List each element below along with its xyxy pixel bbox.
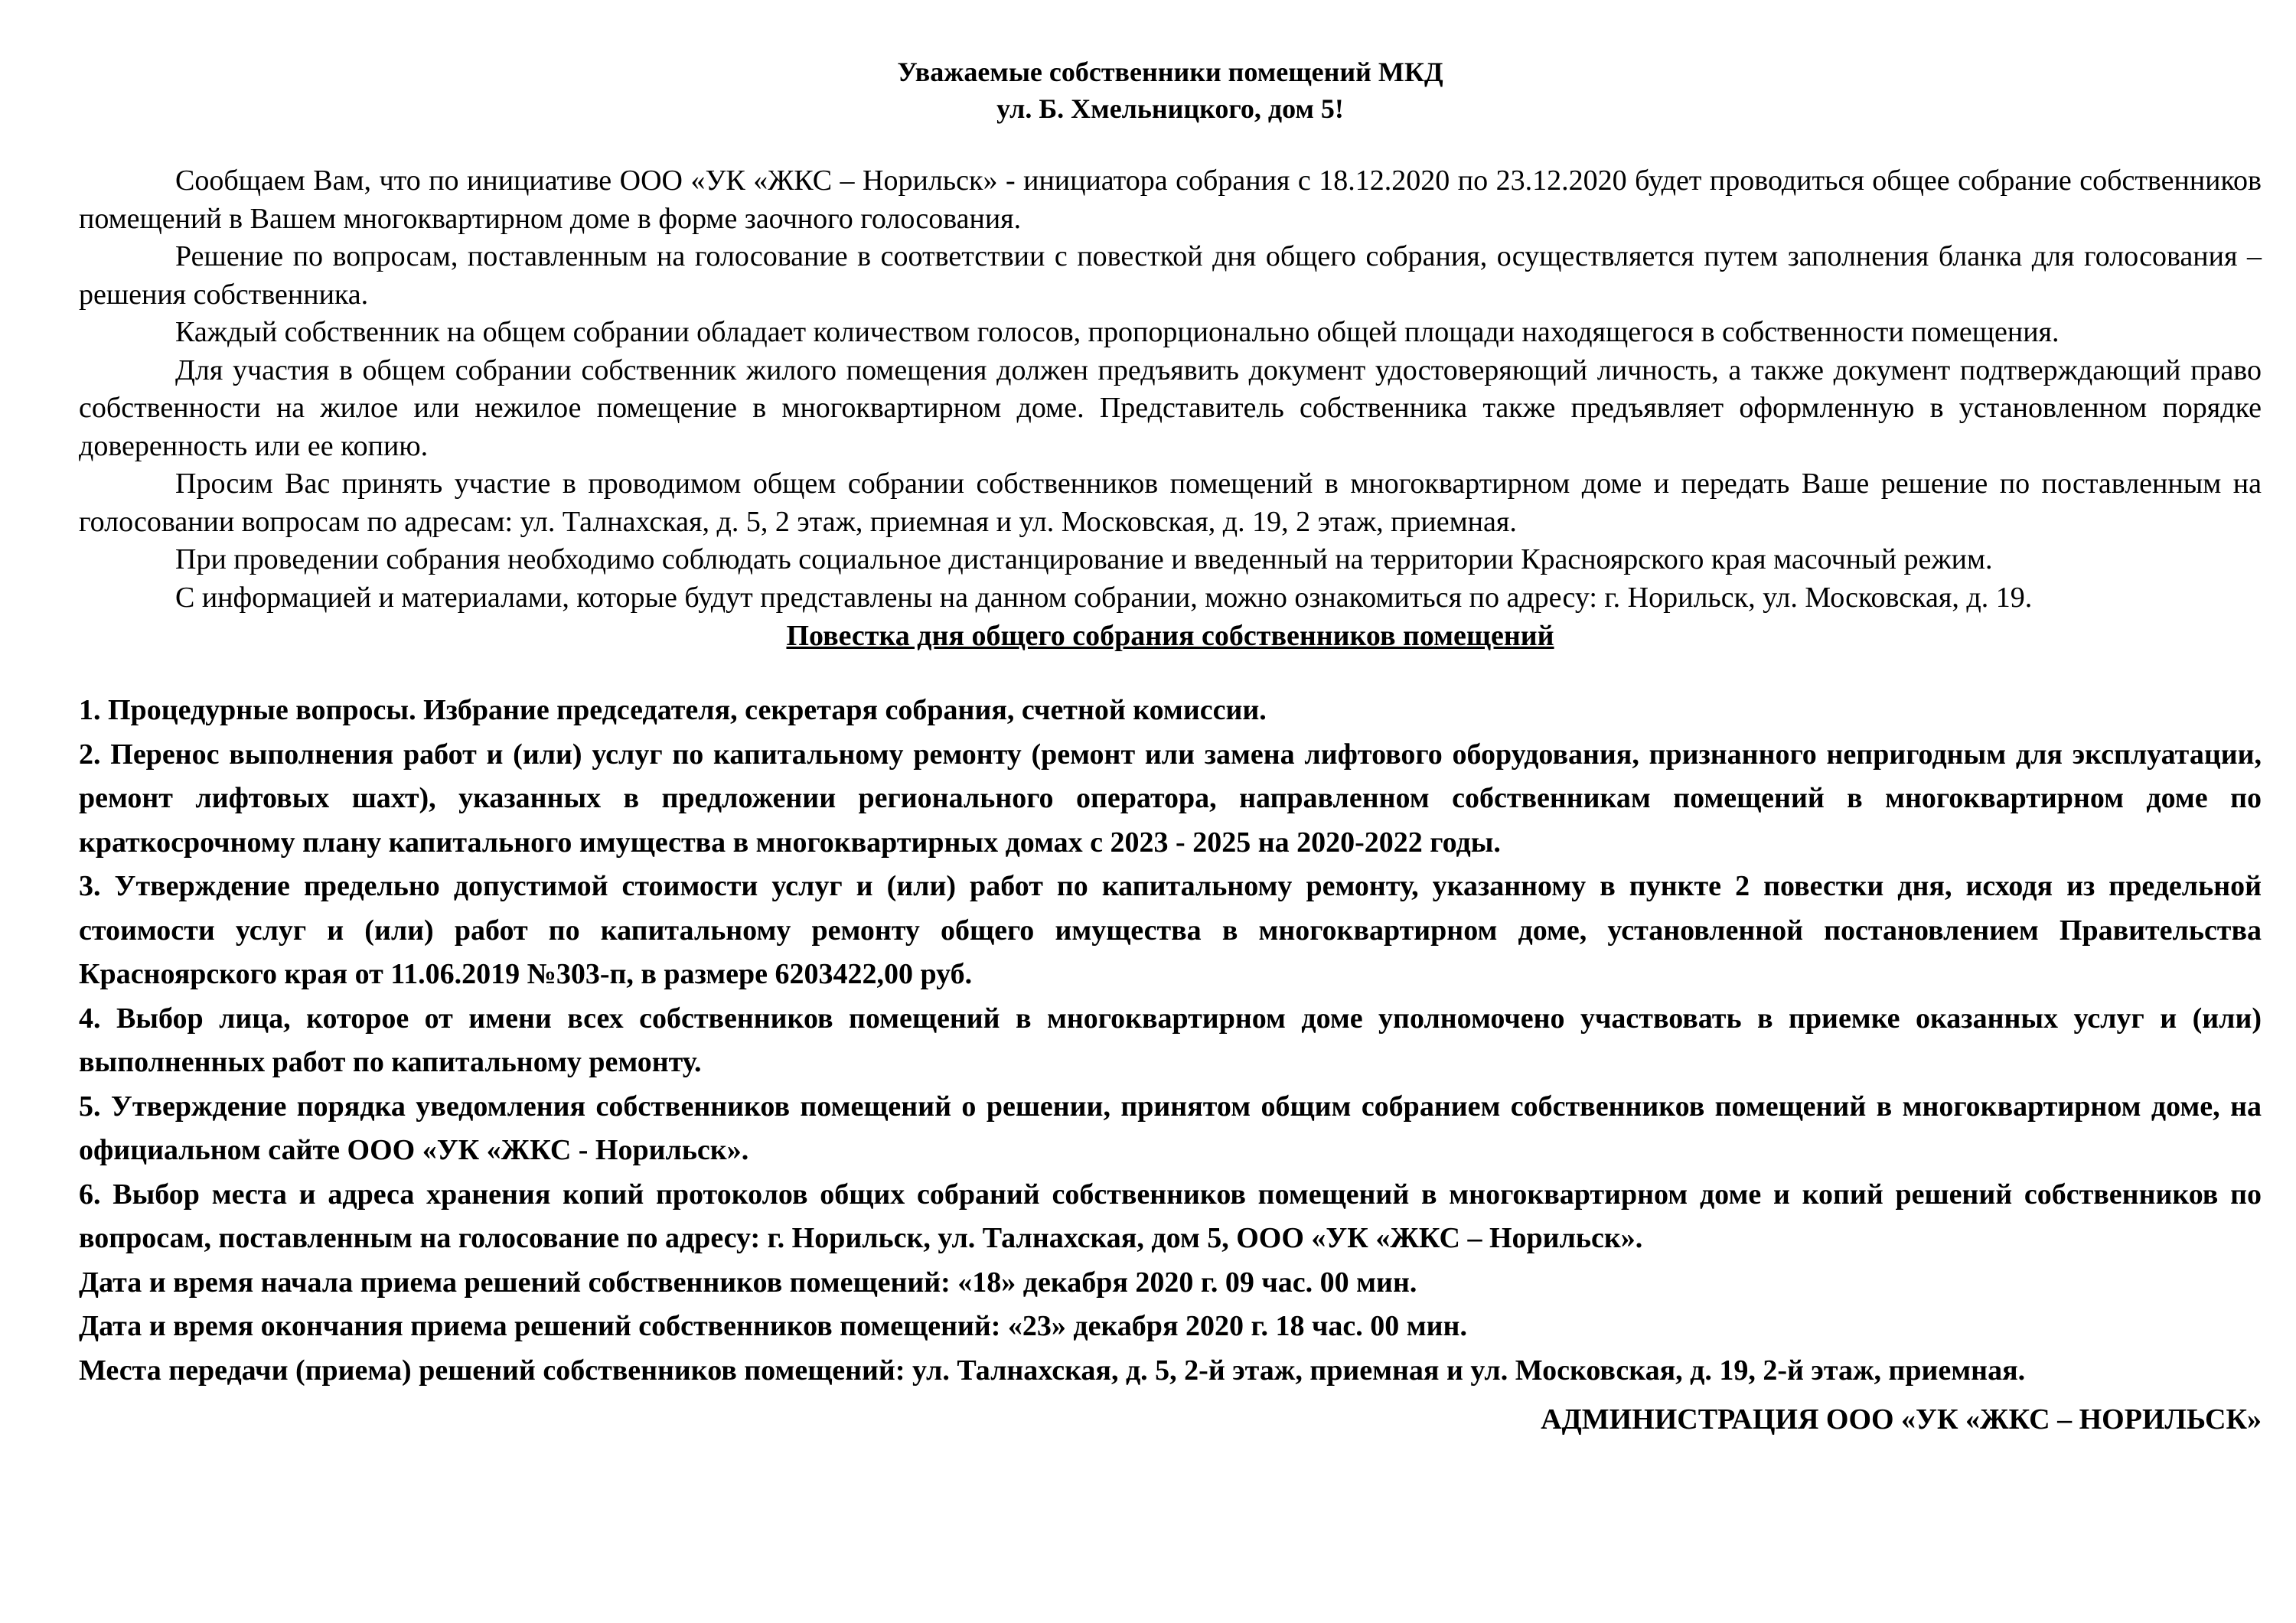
notice-title-line-2: ул. Б. Хмельницкого, дом 5! (996, 93, 1344, 124)
agenda-item: 5. Утверждение порядка уведомления собственников помещений о решении, принятом общим собранием собственников помещений в многоквартирном доме, на официальном сайте ООО «УК «ЖКС - Норильск». (79, 1090, 2262, 1166)
notice-header (79, 54, 2262, 127)
intro-paragraph: Сообщаем Вам, что по инициативе ООО «УК «ЖКС – Норильск» - инициатора собрания с 18.12.2020 по 23.12.2020 будет проводиться общее собрание собственников помещений в Вашем многоквартирном доме в форме заочного голосования. (79, 165, 2262, 235)
agenda-list (79, 689, 2262, 1393)
notice-document (79, 54, 2262, 1439)
submission-places-line: Места передачи (приема) решений собственников помещений: ул. Талнахская, д. 5, 2-й этаж, приемная и ул. Московская, д. 19, 2-й этаж, приемная. (79, 1354, 2026, 1387)
intro-paragraph: Для участия в общем собрании собственник жилого помещения должен предъявить документ удостоверяющий личность, а также документ подтверждающий право собственности на жилое или нежилое помещение в многоквартирном доме. Представитель собственника также предъявляет оформленную в установленном порядке доверенность или ее копию. (79, 354, 2262, 462)
signature: АДМИНИСТРАЦИЯ ООО «УК «ЖКС – НОРИЛЬСК» (1541, 1403, 2262, 1436)
agenda-title: Повестка дня общего собрания собственников помещений (786, 620, 1554, 652)
intro-paragraph: Просим Вас принять участие в проводимом общем собрании собственников помещений в многоквартирном доме и передать Ваше решение по поставленным на голосовании вопросам по адресам: ул. Талнахская, д. 5, 2 этаж, приемная и ул. Московская, д. 19, 2 этаж, приемная. (79, 468, 2262, 538)
intro-paragraph: При проведении собрания необходимо соблюдать социальное дистанцирование и введенный на территории Красноярского края масочный режим. (175, 543, 1993, 575)
start-date-line: Дата и время начала приема решений собственников помещений: «18» декабря 2020 г. 09 час. 00 мин. (79, 1266, 1417, 1299)
intro-section (79, 162, 2262, 617)
agenda-item: 6. Выбор места и адреса хранения копий протоколов общих собраний собственников помещений в многоквартирном доме и копий решений собственников по вопросам, поставленным на голосование по адресу: г. Норильск, ул. Талнахская, дом 5, ООО «УК «ЖКС – Норильск». (79, 1178, 2262, 1254)
agenda-item: 3. Утверждение предельно допустимой стоимости услуг и (или) работ по капитальному ремонту, указанному в пункте 2 повестки дня, исходя из предельной стоимости услуг и (или) работ по капитальному ремонту общего имущества в многоквартирном доме, установленной постановлением Правительства Красноярского края от 11.06.2019 №303-п, в размере 6203422,00 руб. (79, 870, 2262, 990)
intro-paragraph: Каждый собственник на общем собрании обладает количеством голосов, пропорционально общей площади находящегося в собственности помещения. (175, 316, 2060, 348)
notice-title-line-1: Уважаемые собственники помещений МКД (897, 57, 1443, 87)
agenda-item: 4. Выбор лица, которое от имени всех собственников помещений в многоквартирном доме уполномочено участвовать в приемке оказанных услуг и (или) выполненных работ по капитальному ремонту. (79, 1002, 2262, 1078)
agenda-item: 2. Перенос выполнения работ и (или) услуг по капитальному ремонту (ремонт или замена лифтового оборудования, признанного непригодным для эксплуатации, ремонт лифтовых шахт), указанных в предложении регионального оператора, направленном собственникам помещений в многоквартирном доме по краткосрочному плану капитального имущества в многоквартирных домах с 2023 - 2025 на 2020-2022 годы. (79, 738, 2262, 859)
intro-paragraph: С информацией и материалами, которые будут представлены на данном собрании, можно ознакомиться по адресу: г. Норильск, ул. Московская, д. 19. (175, 581, 2033, 614)
agenda-item: 1. Процедурные вопросы. Избрание председателя, секретаря собрания, счетной комиссии. (79, 694, 1267, 726)
intro-paragraph: Решение по вопросам, поставленным на голосование в соответствии с повесткой дня общего собрания, осуществляется путем заполнения бланка для голосования – решения собственника. (79, 240, 2262, 311)
end-date-line: Дата и время окончания приема решений собственников помещений: «23» декабря 2020 г. 18 час. 00 мин. (79, 1310, 1467, 1342)
